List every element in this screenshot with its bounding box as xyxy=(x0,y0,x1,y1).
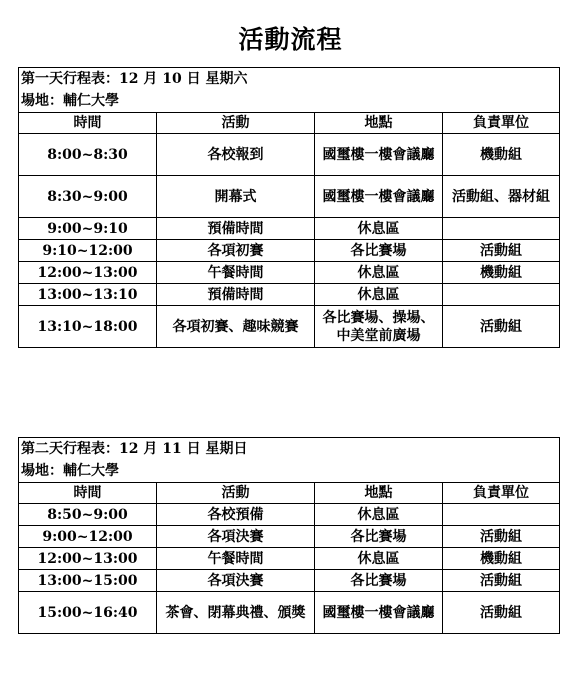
location-cell: 休息區 xyxy=(315,284,443,306)
day2-venue-label: 場地：輔仁大學 xyxy=(19,460,560,483)
unit-cell: 活動組 xyxy=(443,526,560,548)
time-cell: 13:00~13:10 xyxy=(19,284,157,306)
table-row xyxy=(19,176,560,218)
activity-cell: 各項決賽 xyxy=(157,570,315,592)
time-cell: 8:00~8:30 xyxy=(19,134,157,176)
activity-cell: 預備時間 xyxy=(157,218,315,240)
column-header-time: 時間 xyxy=(19,483,157,504)
location-cell: 國璽樓一樓會議廳 xyxy=(315,592,443,634)
unit-cell xyxy=(443,284,560,306)
activity-cell: 午餐時間 xyxy=(157,262,315,284)
unit-cell: 活動組 xyxy=(443,306,560,348)
table-row xyxy=(19,504,560,526)
activity-cell: 茶會、閉幕典禮、頒獎 xyxy=(157,592,315,634)
page-title: 活動流程 xyxy=(238,25,343,54)
unit-cell: 機動組 xyxy=(443,262,560,284)
location-cell: 休息區 xyxy=(315,218,443,240)
activity-cell: 各校預備 xyxy=(157,504,315,526)
time-cell: 13:00~15:00 xyxy=(19,570,157,592)
table-row xyxy=(19,284,560,306)
unit-cell: 機動組 xyxy=(443,548,560,570)
table-row xyxy=(19,548,560,570)
table-row xyxy=(19,262,560,284)
unit-cell: 活動組、器材組 xyxy=(443,176,560,218)
day2-schedule-label: 第二天行程表：12 月 11 日 星期日 xyxy=(19,438,560,461)
location-cell: 各比賽場 xyxy=(315,570,443,592)
time-cell: 9:00~12:00 xyxy=(19,526,157,548)
time-cell: 13:10~18:00 xyxy=(19,306,157,348)
time-cell: 15:00~16:40 xyxy=(19,592,157,634)
table-row xyxy=(19,570,560,592)
table-row xyxy=(19,592,560,634)
activity-cell: 各項決賽 xyxy=(157,526,315,548)
location-cell: 各比賽場、操場、中美堂前廣場 xyxy=(315,306,443,348)
column-header-location: 地點 xyxy=(315,483,443,504)
time-cell: 12:00~13:00 xyxy=(19,548,157,570)
column-header-time: 時間 xyxy=(19,113,157,134)
column-header-location: 地點 xyxy=(315,113,443,134)
activity-cell: 各項初賽、趣味競賽 xyxy=(157,306,315,348)
unit-cell xyxy=(443,218,560,240)
location-cell: 國璽樓一樓會議廳 xyxy=(315,176,443,218)
time-cell: 8:30~9:00 xyxy=(19,176,157,218)
time-cell: 12:00~13:00 xyxy=(19,262,157,284)
day1-schedule-table xyxy=(18,67,560,348)
time-cell: 9:00~9:10 xyxy=(19,218,157,240)
time-cell: 9:10~12:00 xyxy=(19,240,157,262)
table-row xyxy=(19,240,560,262)
unit-cell: 活動組 xyxy=(443,592,560,634)
table-row xyxy=(19,218,560,240)
activity-cell: 午餐時間 xyxy=(157,548,315,570)
column-header-unit: 負責單位 xyxy=(443,483,560,504)
location-cell: 各比賽場 xyxy=(315,240,443,262)
location-cell: 休息區 xyxy=(315,548,443,570)
day2-schedule-table xyxy=(18,437,560,634)
location-cell: 休息區 xyxy=(315,262,443,284)
day1-venue-label: 場地：輔仁大學 xyxy=(19,90,560,113)
day1-schedule-label: 第一天行程表：12 月 10 日 星期六 xyxy=(19,68,560,91)
location-cell: 各比賽場 xyxy=(315,526,443,548)
unit-cell: 機動組 xyxy=(443,134,560,176)
table-row xyxy=(19,134,560,176)
location-cell: 國璽樓一樓會議廳 xyxy=(315,134,443,176)
time-cell: 8:50~9:00 xyxy=(19,504,157,526)
activity-cell: 開幕式 xyxy=(157,176,315,218)
unit-cell xyxy=(443,504,560,526)
column-header-activity: 活動 xyxy=(157,113,315,134)
unit-cell: 活動組 xyxy=(443,240,560,262)
unit-cell: 活動組 xyxy=(443,570,560,592)
location-cell: 休息區 xyxy=(315,504,443,526)
table-row xyxy=(19,526,560,548)
column-header-activity: 活動 xyxy=(157,483,315,504)
table-row xyxy=(19,306,560,348)
activity-cell: 預備時間 xyxy=(157,284,315,306)
activity-cell: 各項初賽 xyxy=(157,240,315,262)
activity-cell: 各校報到 xyxy=(157,134,315,176)
column-header-unit: 負責單位 xyxy=(443,113,560,134)
